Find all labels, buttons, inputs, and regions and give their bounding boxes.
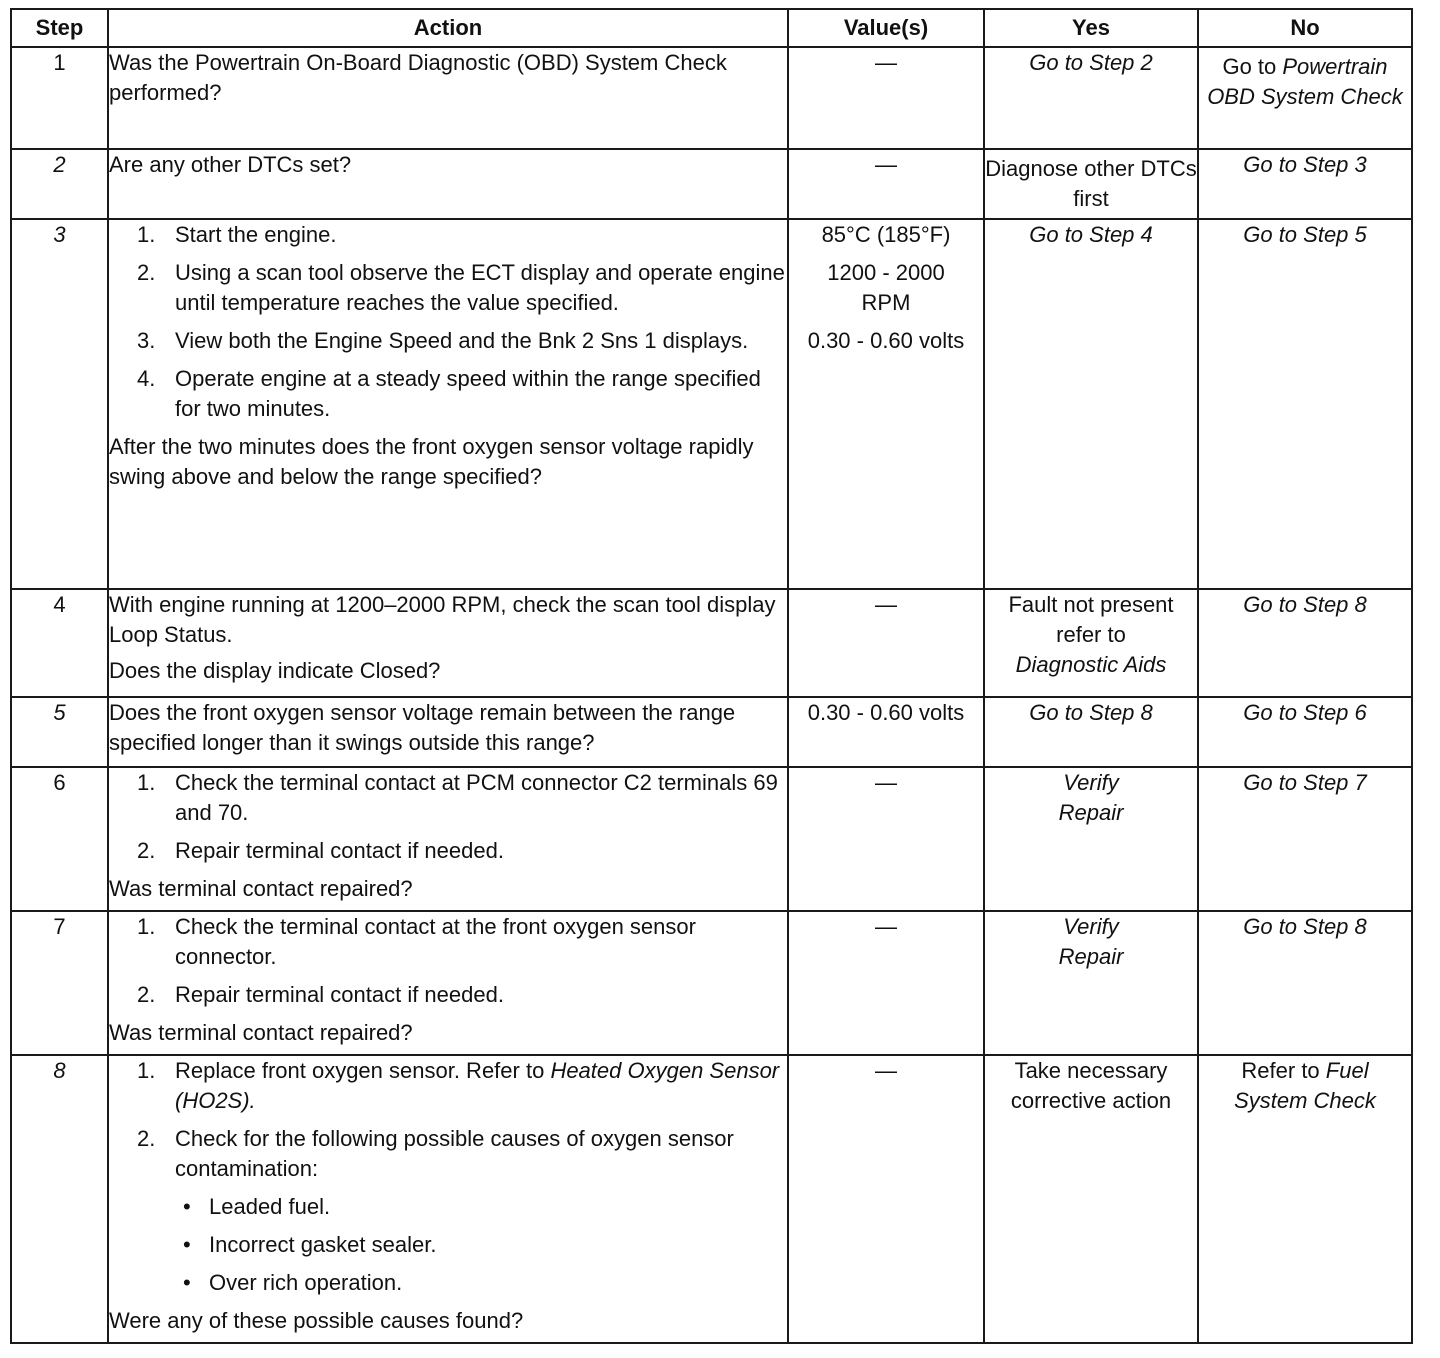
value-rpm: 1200 - 2000 RPM [827, 260, 945, 315]
yes-cell [984, 589, 1198, 697]
table-row [11, 697, 1412, 767]
action-question: Was terminal contact repaired? [109, 876, 413, 901]
table-row [11, 219, 1412, 589]
step-number: 7 [11, 911, 108, 1055]
no-cell: Go to Step 3 [1198, 149, 1412, 219]
header-yes: Yes [984, 9, 1198, 47]
causes-bullet-list [109, 1192, 787, 1298]
value-voltage: 0.30 - 0.60 volts [807, 328, 965, 353]
action-text [108, 219, 788, 589]
bullet-item [109, 1230, 787, 1260]
list-item [109, 768, 787, 828]
value-cell: — [788, 47, 984, 149]
yes-link-text: Diagnostic Aids [1015, 652, 1167, 677]
yes-cell: Go to Step 2 [984, 47, 1198, 149]
step-number: 8 [11, 1055, 108, 1343]
list-number: 2. [137, 838, 156, 863]
action-steps-list [109, 912, 787, 1010]
no-cell: Go to Step 7 [1198, 767, 1412, 911]
table-row [11, 589, 1412, 697]
list-number: 1. [137, 1058, 156, 1083]
list-item [109, 364, 787, 424]
action-text [108, 767, 788, 911]
value-cell: — [788, 1055, 984, 1343]
list-item [109, 980, 787, 1010]
value-temperature: 85°C (185°F) [821, 222, 951, 247]
table-row [11, 1055, 1412, 1343]
no-cell [1198, 1055, 1412, 1343]
bullet-text: Incorrect gasket sealer. [209, 1232, 437, 1257]
action-question: After the two minutes does the front oxygen sensor voltage rapidly swing above and below the range specified? [109, 434, 754, 489]
list-text: Repair terminal contact if needed. [175, 838, 504, 863]
no-link-text: Fuel System Check [1234, 1058, 1376, 1113]
list-number: 4. [137, 366, 156, 391]
no-cell: Go to Step 6 [1198, 697, 1412, 767]
action-question: Was the Powertrain On-Board Diagnostic (OBD) System Check performed? [109, 50, 727, 105]
header-action: Action [108, 9, 788, 47]
yes-cell: Verify Repair [984, 767, 1198, 911]
action-steps-list [109, 768, 787, 866]
action-question: Does the front oxygen sensor voltage remain between the range specified longer than it swings outside this range? [109, 700, 736, 755]
value-cell: — [788, 911, 984, 1055]
no-cell: Go to Step 8 [1198, 911, 1412, 1055]
step-number: 1 [11, 47, 108, 149]
yes-cell: Go to Step 4 [984, 219, 1198, 589]
header-values: Value(s) [788, 9, 984, 47]
step-number: 6 [11, 767, 108, 911]
list-text: Check the terminal contact at the front oxygen sensor connector. [175, 914, 696, 969]
list-item [109, 1124, 787, 1184]
list-number: 1. [137, 222, 156, 247]
list-number: 2. [137, 260, 156, 285]
list-link-text: Heated Oxygen Sensor (HO2S). [175, 1058, 780, 1113]
yes-text: Fault not present refer to [1008, 592, 1174, 647]
list-item [109, 220, 787, 250]
action-question: Was terminal contact repaired? [109, 1020, 413, 1045]
action-question: Does the display indicate Closed? [109, 658, 441, 683]
value-cell [788, 219, 984, 589]
list-item [109, 1056, 787, 1116]
bullet-text: Over rich operation. [209, 1270, 403, 1295]
action-text [108, 697, 788, 767]
value-cell: — [788, 149, 984, 219]
bullet-text: Leaded fuel. [209, 1194, 331, 1219]
bullet-dot: • [183, 1194, 191, 1219]
step-number: 4 [11, 589, 108, 697]
list-text: Check the terminal contact at PCM connector C2 terminals 69 and 70. [175, 770, 778, 825]
diagnostic-table [10, 8, 1413, 1344]
no-cell [1198, 47, 1412, 149]
action-text [108, 911, 788, 1055]
action-text [108, 149, 788, 219]
no-cell: Go to Step 8 [1198, 589, 1412, 697]
yes-cell: Take necessary corrective action [984, 1055, 1198, 1343]
action-text [108, 47, 788, 149]
action-steps-list [109, 1056, 787, 1184]
list-text: Repair terminal contact if needed. [175, 982, 504, 1007]
header-row [11, 9, 1412, 47]
value-cell: — [788, 767, 984, 911]
no-link-text: Powertrain OBD System Check [1207, 54, 1403, 109]
yes-cell: Diagnose other DTCs first [984, 149, 1198, 219]
header-no: No [1198, 9, 1412, 47]
no-prefix: Refer to [1241, 1058, 1326, 1083]
bullet-item [109, 1268, 787, 1298]
step-number: 2 [11, 149, 108, 219]
action-text [108, 1055, 788, 1343]
list-text: Check for the following possible causes of oxygen sensor contamination: [175, 1126, 734, 1181]
list-item [109, 326, 787, 356]
list-text: Start the engine. [175, 222, 337, 247]
bullet-dot: • [183, 1270, 191, 1295]
list-text: Replace front oxygen sensor. Refer to [175, 1058, 551, 1083]
table-row [11, 911, 1412, 1055]
list-number: 2. [137, 1126, 156, 1151]
list-text: View both the Engine Speed and the Bnk 2 Sns 1 displays. [175, 328, 749, 353]
value-cell: 0.30 - 0.60 volts [788, 697, 984, 767]
table-row [11, 47, 1412, 149]
yes-cell: Verify Repair [984, 911, 1198, 1055]
list-number: 2. [137, 982, 156, 1007]
action-steps-list [109, 220, 787, 424]
list-item [109, 912, 787, 972]
table-row [11, 767, 1412, 911]
yes-cell: Go to Step 8 [984, 697, 1198, 767]
action-instruction: With engine running at 1200–2000 RPM, check the scan tool display Loop Status. [109, 592, 776, 647]
value-cell: — [788, 589, 984, 697]
list-text: Operate engine at a steady speed within the range specified for two minutes. [175, 366, 761, 421]
list-item [109, 836, 787, 866]
list-text: Using a scan tool observe the ECT display and operate engine until temperature reaches the value specified. [175, 260, 785, 315]
table-row [11, 149, 1412, 219]
bullet-dot: • [183, 1232, 191, 1257]
no-cell: Go to Step 5 [1198, 219, 1412, 589]
step-number: 3 [11, 219, 108, 589]
action-question: Were any of these possible causes found? [109, 1308, 524, 1333]
no-prefix: Go to [1222, 54, 1283, 79]
list-number: 3. [137, 328, 156, 353]
bullet-item [109, 1192, 787, 1222]
step-number: 5 [11, 697, 108, 767]
list-item [109, 258, 787, 318]
action-text [108, 589, 788, 697]
header-step: Step [11, 9, 108, 47]
list-number: 1. [137, 770, 156, 795]
action-question: Are any other DTCs set? [109, 152, 352, 177]
list-number: 1. [137, 914, 156, 939]
